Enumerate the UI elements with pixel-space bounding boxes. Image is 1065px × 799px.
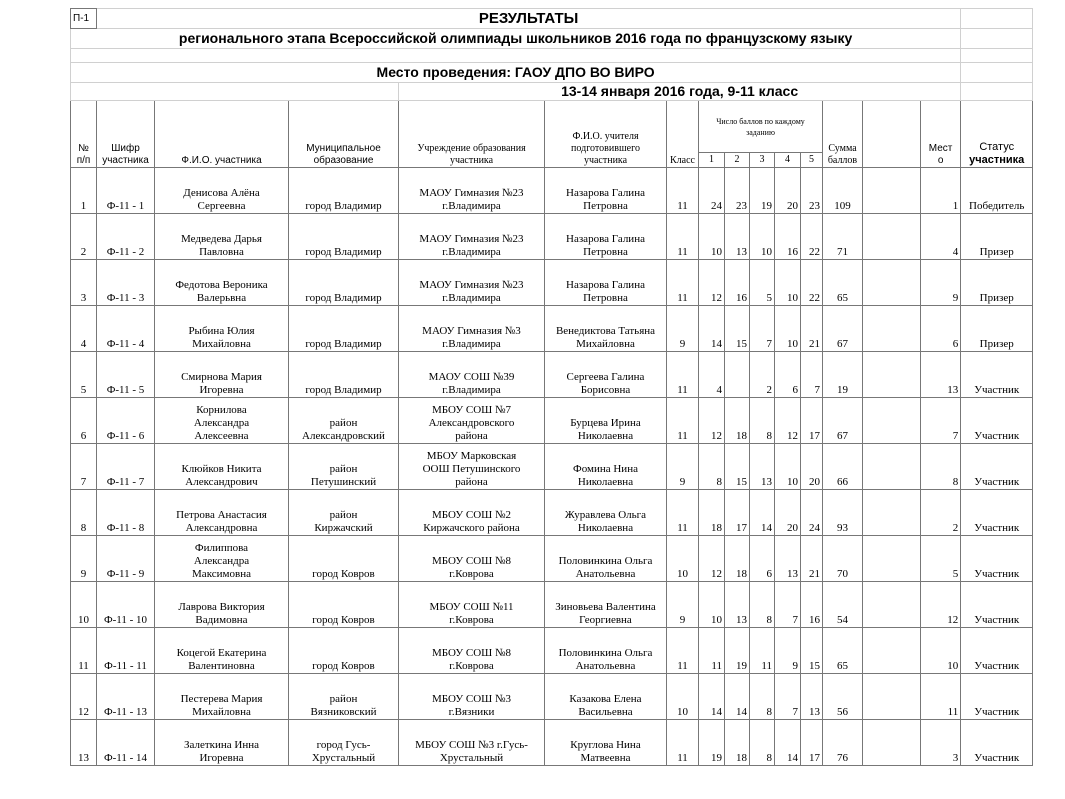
- table-row: [71, 536, 1033, 582]
- col-municipality: Муниципальное образование: [289, 101, 399, 168]
- task-2-score: 19: [725, 628, 750, 674]
- status-badge: Победитель: [961, 168, 1033, 214]
- grade: 9: [667, 306, 699, 352]
- task-1-score: 14: [699, 306, 725, 352]
- municipality: город Владимир: [289, 214, 399, 260]
- participant-name: Залеткина Инна Игоревна: [155, 720, 289, 766]
- total-score: 56: [823, 674, 863, 720]
- municipality: район Киржачский: [289, 490, 399, 536]
- column-header-row: [71, 101, 1033, 153]
- place: 5: [921, 536, 961, 582]
- row-number: 12: [71, 674, 97, 720]
- col-code: Шифр участника: [97, 101, 155, 168]
- row-number: 5: [71, 352, 97, 398]
- col-task-2: 2: [725, 153, 750, 168]
- total-score: 66: [823, 444, 863, 490]
- school: МАОУ СОШ №39 г.Владимира: [399, 352, 545, 398]
- grade: 11: [667, 260, 699, 306]
- table-row: [71, 674, 1033, 720]
- school: МБОУ СОШ №8 г.Коврова: [399, 536, 545, 582]
- teacher: Половинкина Ольга Анатольевна: [545, 536, 667, 582]
- place: 12: [921, 582, 961, 628]
- school: МАОУ Гимназия №3 г.Владимира: [399, 306, 545, 352]
- participant-code: Ф-11 - 1: [97, 168, 155, 214]
- status-badge: Участник: [961, 352, 1033, 398]
- participant-code: Ф-11 - 9: [97, 536, 155, 582]
- table-row: [71, 352, 1033, 398]
- task-2-score: 15: [725, 444, 750, 490]
- status-badge: Призер: [961, 306, 1033, 352]
- participant-code: Ф-11 - 3: [97, 260, 155, 306]
- teacher: Назарова Галина Петровна: [545, 214, 667, 260]
- place: 8: [921, 444, 961, 490]
- col-school: Учреждение образования участника: [399, 101, 545, 168]
- participant-code: Ф-11 - 13: [97, 674, 155, 720]
- participant-code: Ф-11 - 8: [97, 490, 155, 536]
- municipality: город Гусь- Хрустальный: [289, 720, 399, 766]
- teacher: Круглова Нина Матвеевна: [545, 720, 667, 766]
- row-number: 7: [71, 444, 97, 490]
- table-row: [71, 444, 1033, 490]
- task-4-score: 6: [775, 352, 801, 398]
- teacher: Фомина Нина Николаевна: [545, 444, 667, 490]
- task-2-score: 15: [725, 306, 750, 352]
- task-2-score: 17: [725, 490, 750, 536]
- col-task-3: 3: [750, 153, 775, 168]
- task-1-score: 10: [699, 582, 725, 628]
- status-badge: Участник: [961, 720, 1033, 766]
- grade: 11: [667, 214, 699, 260]
- task-1-score: 14: [699, 674, 725, 720]
- grade: 11: [667, 720, 699, 766]
- participant-name: Федотова Вероника Валерьвна: [155, 260, 289, 306]
- place: 3: [921, 720, 961, 766]
- col-name: Ф.И.О. участника: [155, 101, 289, 168]
- school: МБОУ СОШ №3 г.Вязники: [399, 674, 545, 720]
- total-score: 65: [823, 260, 863, 306]
- participant-name: Клюйков Никита Александрович: [155, 444, 289, 490]
- grade: 11: [667, 628, 699, 674]
- task-5-score: 21: [801, 306, 823, 352]
- place: 13: [921, 352, 961, 398]
- row-number: 6: [71, 398, 97, 444]
- participant-name: Рыбина Юлия Михайловна: [155, 306, 289, 352]
- table-row: [71, 628, 1033, 674]
- task-5-score: 24: [801, 490, 823, 536]
- table-row: [71, 490, 1033, 536]
- participant-name: Пестерева Мария Михайловна: [155, 674, 289, 720]
- teacher: Сергеева Галина Борисовна: [545, 352, 667, 398]
- col-task-1: 1: [699, 153, 725, 168]
- total-score: 54: [823, 582, 863, 628]
- task-3-score: 6: [750, 536, 775, 582]
- total-score: 19: [823, 352, 863, 398]
- task-3-score: 2: [750, 352, 775, 398]
- place: 2: [921, 490, 961, 536]
- col-total: Сумма баллов: [823, 101, 863, 168]
- task-4-score: 14: [775, 720, 801, 766]
- total-score: 67: [823, 306, 863, 352]
- task-3-score: 8: [750, 398, 775, 444]
- task-1-score: 19: [699, 720, 725, 766]
- status-badge: Призер: [961, 214, 1033, 260]
- table-row: [71, 260, 1033, 306]
- task-1-score: 11: [699, 628, 725, 674]
- results-table: [70, 8, 1033, 766]
- grade: 10: [667, 536, 699, 582]
- task-1-score: 8: [699, 444, 725, 490]
- task-4-score: 16: [775, 214, 801, 260]
- row-number: 9: [71, 536, 97, 582]
- total-score: 93: [823, 490, 863, 536]
- municipality: город Владимир: [289, 168, 399, 214]
- task-3-score: 11: [750, 628, 775, 674]
- task-3-score: 14: [750, 490, 775, 536]
- municipality: город Ковров: [289, 628, 399, 674]
- task-4-score: 7: [775, 674, 801, 720]
- school: МБОУ СОШ №2 Киржачского района: [399, 490, 545, 536]
- status-badge: Призер: [961, 260, 1033, 306]
- school: МАОУ Гимназия №23 г.Владимира: [399, 214, 545, 260]
- task-1-score: 12: [699, 398, 725, 444]
- task-3-score: 8: [750, 582, 775, 628]
- teacher: Казакова Елена Васильевна: [545, 674, 667, 720]
- task-4-score: 12: [775, 398, 801, 444]
- col-status: Статус участника: [961, 101, 1033, 168]
- teacher: Бурцева Ирина Николаевна: [545, 398, 667, 444]
- task-2-score: 18: [725, 536, 750, 582]
- school: МБОУ СОШ №11 г.Коврова: [399, 582, 545, 628]
- grade: 11: [667, 352, 699, 398]
- report-title: РЕЗУЛЬТАТЫ: [97, 9, 961, 29]
- col-place: Мест о: [921, 101, 961, 168]
- col-grade: Класс: [667, 101, 699, 168]
- sheet-code: П-1: [71, 9, 97, 29]
- participant-name: Денисова Алёна Сергеевна: [155, 168, 289, 214]
- row-number: 8: [71, 490, 97, 536]
- status-badge: Участник: [961, 398, 1033, 444]
- participant-code: Ф-11 - 7: [97, 444, 155, 490]
- row-number: 2: [71, 214, 97, 260]
- table-row: [71, 398, 1033, 444]
- place: 11: [921, 674, 961, 720]
- task-1-score: 18: [699, 490, 725, 536]
- table-row: [71, 582, 1033, 628]
- col-task-4: 4: [775, 153, 801, 168]
- place: 7: [921, 398, 961, 444]
- status-badge: Участник: [961, 628, 1033, 674]
- task-4-score: 10: [775, 260, 801, 306]
- grade: 11: [667, 168, 699, 214]
- participant-name: Смирнова Мария Игоревна: [155, 352, 289, 398]
- teacher: Половинкина Ольга Анатольевна: [545, 628, 667, 674]
- task-1-score: 12: [699, 260, 725, 306]
- task-5-score: 16: [801, 582, 823, 628]
- place: 4: [921, 214, 961, 260]
- grade: 9: [667, 444, 699, 490]
- task-2-score: 23: [725, 168, 750, 214]
- place: 1: [921, 168, 961, 214]
- municipality: город Ковров: [289, 536, 399, 582]
- task-2-score: 14: [725, 674, 750, 720]
- task-1-score: 10: [699, 214, 725, 260]
- row-number: 10: [71, 582, 97, 628]
- total-score: 109: [823, 168, 863, 214]
- row-number: 4: [71, 306, 97, 352]
- task-4-score: 10: [775, 306, 801, 352]
- municipality: город Владимир: [289, 260, 399, 306]
- task-2-score: 16: [725, 260, 750, 306]
- participant-name: Петрова Анастасия Александровна: [155, 490, 289, 536]
- task-5-score: 13: [801, 674, 823, 720]
- school: МБОУ Марковская ООШ Петушинского района: [399, 444, 545, 490]
- participant-code: Ф-11 - 10: [97, 582, 155, 628]
- municipality: город Владимир: [289, 352, 399, 398]
- participant-name: Корнилова Александра Алексеевна: [155, 398, 289, 444]
- task-3-score: 13: [750, 444, 775, 490]
- total-score: 76: [823, 720, 863, 766]
- col-no: № п/п: [71, 101, 97, 168]
- participant-code: Ф-11 - 4: [97, 306, 155, 352]
- task-5-score: 21: [801, 536, 823, 582]
- school: МАОУ Гимназия №23 г.Владимира: [399, 168, 545, 214]
- task-3-score: 10: [750, 214, 775, 260]
- municipality: город Владимир: [289, 306, 399, 352]
- table-row: [71, 168, 1033, 214]
- task-4-score: 20: [775, 490, 801, 536]
- participant-code: Ф-11 - 14: [97, 720, 155, 766]
- participant-code: Ф-11 - 6: [97, 398, 155, 444]
- status-badge: Участник: [961, 674, 1033, 720]
- task-4-score: 13: [775, 536, 801, 582]
- municipality: район Александровский: [289, 398, 399, 444]
- task-3-score: 8: [750, 674, 775, 720]
- table-row: [71, 720, 1033, 766]
- grade: 11: [667, 490, 699, 536]
- task-4-score: 9: [775, 628, 801, 674]
- col-tasks-header: Число баллов по каждому заданию: [699, 101, 823, 153]
- task-1-score: 12: [699, 536, 725, 582]
- school: МБОУ СОШ №3 г.Гусь- Хрустальный: [399, 720, 545, 766]
- participant-name: Медведева Дарья Павловна: [155, 214, 289, 260]
- task-3-score: 7: [750, 306, 775, 352]
- school: МАОУ Гимназия №23 г.Владимира: [399, 260, 545, 306]
- grade: 10: [667, 674, 699, 720]
- teacher: Журавлева Ольга Николаевна: [545, 490, 667, 536]
- place: 6: [921, 306, 961, 352]
- row-number: 13: [71, 720, 97, 766]
- task-4-score: 10: [775, 444, 801, 490]
- school: МБОУ СОШ №7 Александровского района: [399, 398, 545, 444]
- status-badge: Участник: [961, 490, 1033, 536]
- task-5-score: 17: [801, 398, 823, 444]
- teacher: Назарова Галина Петровна: [545, 260, 667, 306]
- municipality: город Ковров: [289, 582, 399, 628]
- task-2-score: 18: [725, 398, 750, 444]
- task-5-score: 7: [801, 352, 823, 398]
- school: МБОУ СОШ №8 г.Коврова: [399, 628, 545, 674]
- municipality: район Петушинский: [289, 444, 399, 490]
- municipality: район Вязниковский: [289, 674, 399, 720]
- teacher: Венедиктова Татьяна Михайловна: [545, 306, 667, 352]
- participant-name: Филиппова Александра Максимовна: [155, 536, 289, 582]
- grade: 11: [667, 398, 699, 444]
- task-2-score: 13: [725, 582, 750, 628]
- col-task-5: 5: [801, 153, 823, 168]
- total-score: 65: [823, 628, 863, 674]
- row-number: 3: [71, 260, 97, 306]
- participant-name: Коцегой Екатерина Валентиновна: [155, 628, 289, 674]
- place: 10: [921, 628, 961, 674]
- teacher: Назарова Галина Петровна: [545, 168, 667, 214]
- status-badge: Участник: [961, 444, 1033, 490]
- participant-code: Ф-11 - 2: [97, 214, 155, 260]
- task-5-score: 15: [801, 628, 823, 674]
- total-score: 67: [823, 398, 863, 444]
- row-number: 1: [71, 168, 97, 214]
- status-badge: Участник: [961, 582, 1033, 628]
- task-1-score: 24: [699, 168, 725, 214]
- event-dates: 13-14 января 2016 года, 9-11 класс: [399, 83, 961, 101]
- participant-code: Ф-11 - 5: [97, 352, 155, 398]
- participant-name: Лаврова Виктория Вадимовна: [155, 582, 289, 628]
- place: 9: [921, 260, 961, 306]
- participant-code: Ф-11 - 11: [97, 628, 155, 674]
- table-row: [71, 306, 1033, 352]
- status-badge: Участник: [961, 536, 1033, 582]
- grade: 9: [667, 582, 699, 628]
- task-2-score: 18: [725, 720, 750, 766]
- task-3-score: 19: [750, 168, 775, 214]
- task-5-score: 20: [801, 444, 823, 490]
- total-score: 70: [823, 536, 863, 582]
- task-4-score: 20: [775, 168, 801, 214]
- venue: Место проведения: ГАОУ ДПО ВО ВИРО: [71, 63, 961, 83]
- total-score: 71: [823, 214, 863, 260]
- task-2-score: 13: [725, 214, 750, 260]
- teacher: Зиновьева Валентина Георгиевна: [545, 582, 667, 628]
- col-teacher: Ф.И.О. учителя подготовившего участника: [545, 101, 667, 168]
- task-4-score: 7: [775, 582, 801, 628]
- task-1-score: 4: [699, 352, 725, 398]
- report-subtitle: регионального этапа Всероссийской олимпиады школьников 2016 года по французскому языку: [71, 29, 961, 49]
- table-row: [71, 214, 1033, 260]
- row-number: 11: [71, 628, 97, 674]
- task-5-score: 17: [801, 720, 823, 766]
- task-5-score: 22: [801, 260, 823, 306]
- task-3-score: 5: [750, 260, 775, 306]
- task-2-score: [725, 352, 750, 398]
- task-5-score: 23: [801, 168, 823, 214]
- task-5-score: 22: [801, 214, 823, 260]
- task-3-score: 8: [750, 720, 775, 766]
